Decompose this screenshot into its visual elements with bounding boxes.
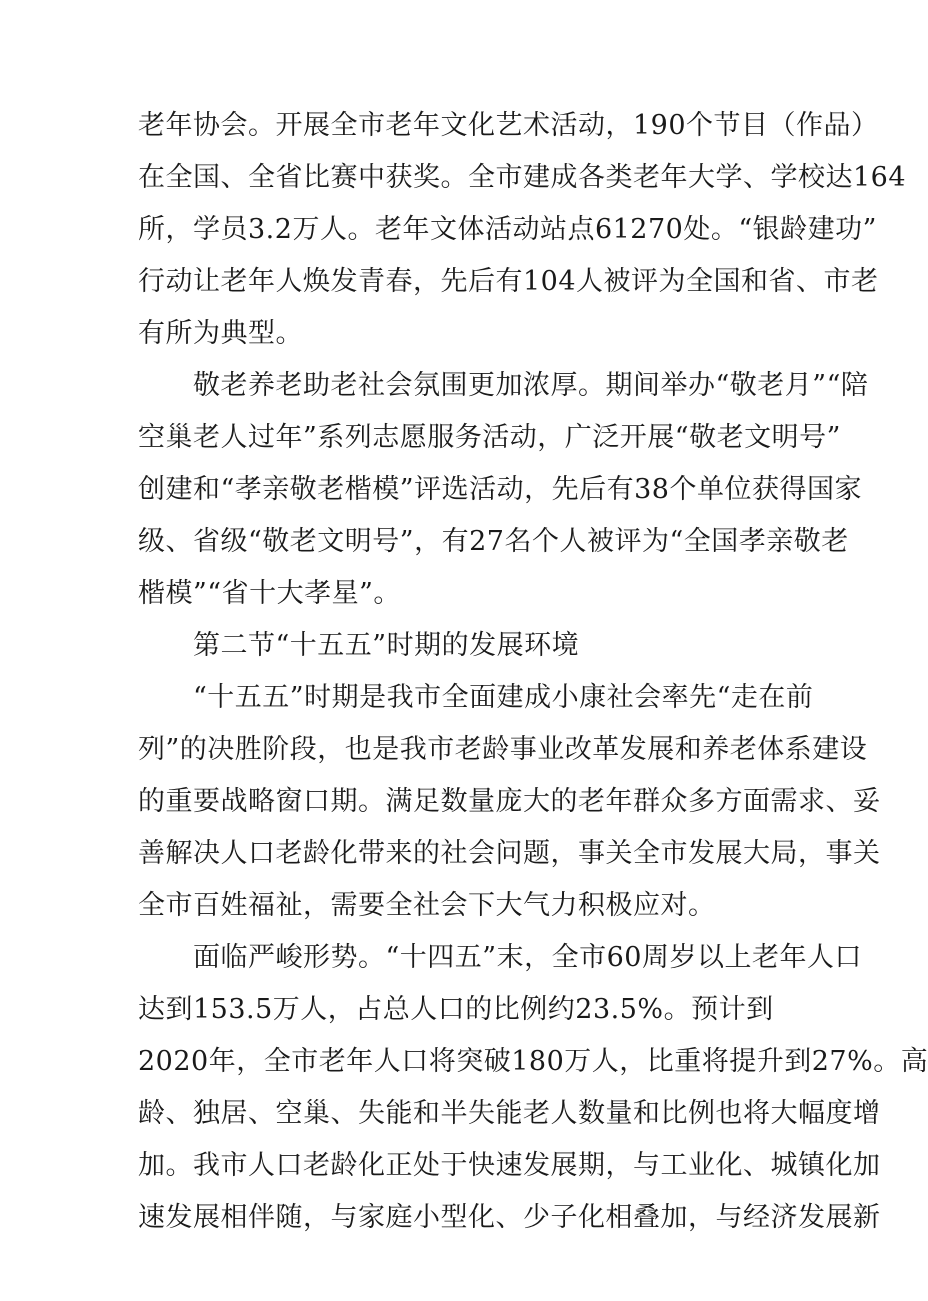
text-line-18: 达到153.5万人，占总人口的比例约23.5%。预计到 [138, 994, 774, 1025]
text-line-22: 速发展相伴随，与家庭小型化、少子化相叠加，与经济发展新 [138, 1202, 881, 1233]
text-line-12: “十五五”时期是我市全面建成小康社会率先“走在前 [138, 682, 814, 713]
text-line-5: 有所为典型。 [138, 318, 303, 349]
body-text [138, 100, 928, 1244]
text-line-20: 龄、独居、空巢、失能和半失能老人数量和比例也将大幅度增 [138, 1098, 881, 1129]
text-line-3: 所，学员3.2万人。老年文体活动站点61270处。“银龄建功” [138, 214, 877, 245]
text-line-4: 行动让老年人焕发青春，先后有104人被评为全国和省、市老 [138, 266, 879, 297]
text-line-16: 全市百姓福祉，需要全社会下大气力积极应对。 [138, 890, 716, 921]
text-line-7: 空巢老人过年”系列志愿服务活动，广泛开展“敬老文明号” [138, 422, 841, 453]
text-line-17: 面临严峻形势。“十四五”末，全市60周岁以上老年人口 [138, 942, 862, 973]
text-line-1: 老年协会。开展全市老年文化艺术活动，190个节目（作品） [138, 110, 879, 141]
section-heading: 第二节“十五五”时期的发展环境 [138, 630, 580, 661]
text-line-10: 楷模”“省十大孝星”。 [138, 578, 401, 609]
text-line-6: 敬老养老助老社会氛围更加浓厚。期间举办“敬老月”“陪 [138, 370, 869, 401]
text-line-19: 2020年，全市老年人口将突破180万人，比重将提升到27%。高 [138, 1046, 928, 1077]
text-line-15: 善解决人口老龄化带来的社会问题，事关全市发展大局，事关 [138, 838, 881, 869]
text-line-21: 加。我市人口老龄化正处于快速发展期，与工业化、城镇化加 [138, 1150, 881, 1181]
text-line-14: 的重要战略窗口期。满足数量庞大的老年群众多方面需求、妥 [138, 786, 881, 817]
text-line-8: 创建和“孝亲敬老楷模”评选活动，先后有38个单位获得国家 [138, 474, 862, 505]
text-line-2: 在全国、全省比赛中获奖。全市建成各类老年大学、学校达164 [138, 162, 907, 193]
text-line-9: 级、省级“敬老文明号”，有27名个人被评为“全国孝亲敬老 [138, 526, 849, 557]
text-line-13: 列”的决胜阶段，也是我市老龄事业改革发展和养老体系建设 [138, 734, 868, 765]
